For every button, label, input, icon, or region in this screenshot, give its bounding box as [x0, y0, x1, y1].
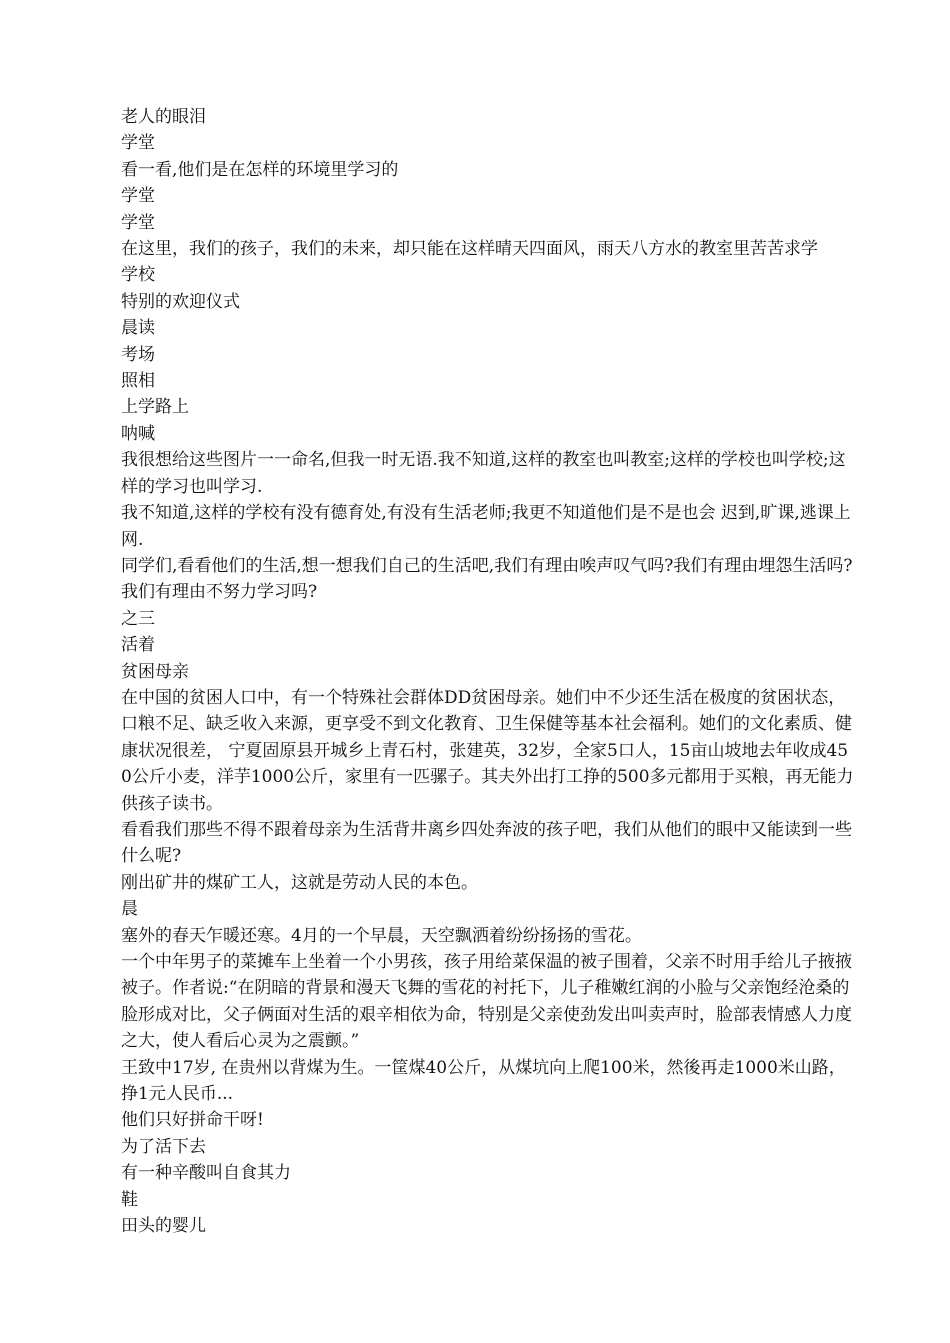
paragraph-20: 在中国的贫困人口中，有一个特殊社会群体DD贫困母亲。她们中不少还生活在极度的贫困状态，口粮不足、缺乏收入来源，更享受不到文化教育、卫生保健等基本社会福利。她们的文化素质、健康状况很差， 宁夏固原县开城乡上青石村，张建英，32岁，全家5口人，15亩山坡地去年收成450公斤小麦，洋芋1000公斤，家里有一匹骡子。其夫外出打工挣的500多元都用于买粮，再无能力供孩子读书。 [121, 687, 854, 814]
paragraph-27: 他们只好拼命干呀! [121, 1110, 264, 1131]
paragraph-18: 活着 [121, 635, 155, 656]
paragraph-30: 鞋 [121, 1189, 138, 1210]
paragraph-19: 贫困母亲 [121, 661, 189, 682]
paragraph-29: 有一种辛酸叫自食其力 [121, 1163, 291, 1184]
paragraph-28: 为了活下去 [121, 1136, 206, 1157]
paragraph-9: 晨读 [121, 318, 155, 339]
paragraph-15: 我不知道,这样的学校有没有德育处,有没有生活老师;我更不知道他们是不是也会 迟到,旷课,逃课上网. [121, 503, 851, 550]
paragraph-6: 在这里，我们的孩子，我们的未来，却只能在这样晴天四面风，雨天八方水的教室里苦苦求学 [121, 239, 818, 260]
paragraph-14: 我很想给这些图片一一命名,但我一时无语.我不知道,这样的教室也叫教室;这样的学校也叫学校;这样的学习也叫学习. [121, 450, 846, 497]
paragraph-13: 呐喊 [121, 423, 155, 444]
paragraph-4: 学堂 [121, 186, 155, 207]
paragraph-26: 王致中17岁, 在贵州以背煤为生。一筐煤40公斤，从煤坑向上爬100米，然後再走1000米山路，挣1元人民币... [121, 1057, 846, 1105]
paragraph-5: 学堂 [121, 212, 155, 233]
paragraph-24: 塞外的春天乍暖还寒。4月的一个早晨，天空飘洒着纷纷扬扬的雪花。 [121, 925, 642, 946]
paragraph-25: 一个中年男子的菜摊车上坐着一个小男孩，孩子用给菜保温的被子围着，父亲不时用手给儿子掖掖被子。作者说:“在阴暗的背景和漫天飞舞的雪花的衬托下，儿子稚嫩红润的小脸与父亲饱经沧桑的脸形成对比，父子俩面对生活的艰辛相依为命，特别是父亲使劲发出叫卖声时，脸部表情感人力度之大，使人看后心灵为之震颤。” [121, 952, 852, 1052]
paragraph-1: 老人的眼泪 [121, 107, 206, 127]
paragraph-31: 田头的婴儿 [121, 1216, 206, 1237]
document-page [121, 104, 857, 1239]
paragraph-17: 之三 [121, 608, 155, 629]
paragraph-16: 同学们,看看他们的生活,想一想我们自己的生活吧,我们有理由唉声叹气吗?我们有理由埋怨生活吗?我们有理由不努力学习吗? [121, 555, 853, 603]
paragraph-23: 晨 [121, 899, 138, 920]
paragraph-2: 学堂 [121, 133, 155, 154]
paragraph-3: 看一看,他们是在怎样的环境里学习的 [121, 159, 399, 180]
paragraph-10: 考场 [121, 344, 155, 365]
paragraph-22: 刚出矿井的煤矿工人，这就是劳动人民的本色。 [121, 872, 478, 893]
paragraph-7: 学校 [121, 265, 155, 286]
paragraph-8: 特别的欢迎仪式 [121, 291, 240, 312]
paragraph-11: 照相 [121, 371, 155, 392]
paragraph-12: 上学路上 [121, 397, 189, 418]
paragraph-21: 看看我们那些不得不跟着母亲为生活背井离乡四处奔波的孩子吧，我们从他们的眼中又能读到一些什么呢? [121, 819, 852, 867]
